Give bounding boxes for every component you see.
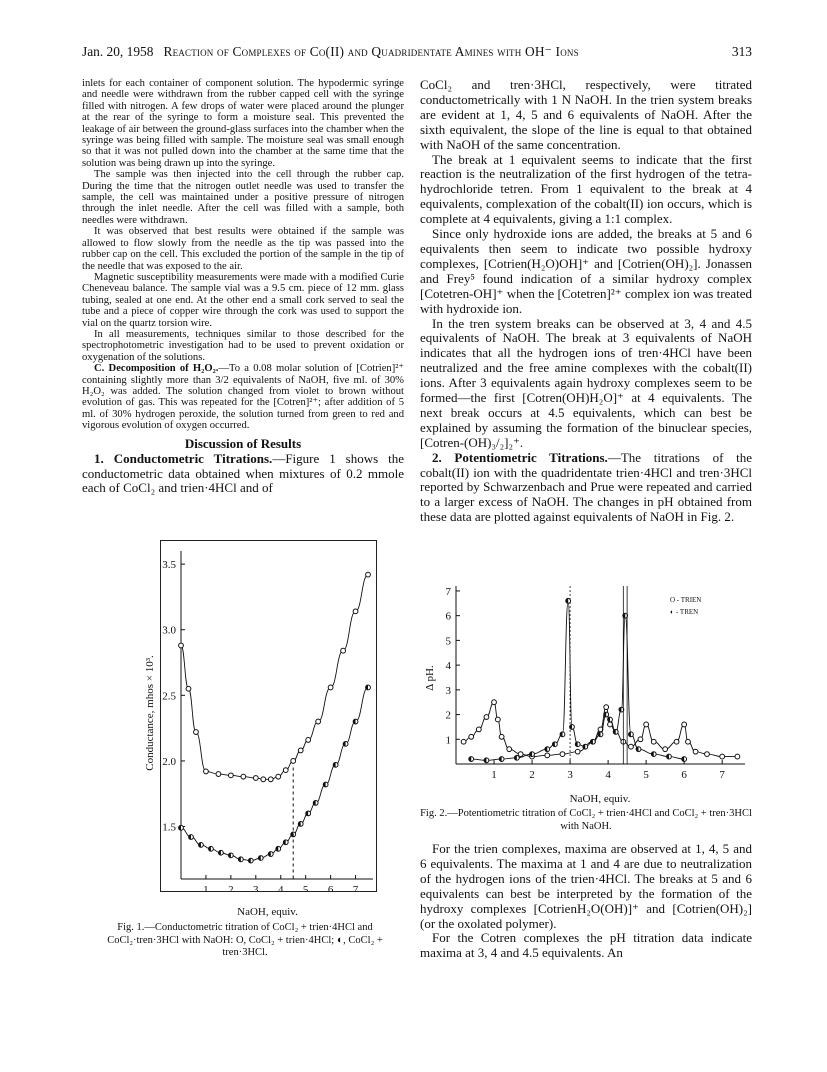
running-header (82, 44, 752, 64)
data-point (461, 739, 466, 744)
y-tick-label: 1.5 (162, 821, 176, 834)
fig2-xlabel: NaOH, equiv. (569, 793, 631, 805)
data-point (735, 754, 740, 759)
section-heading: Discussion of Results (184, 435, 302, 451)
data-point (638, 737, 643, 742)
data-point (495, 717, 500, 722)
data-point (484, 715, 489, 720)
data-point (651, 739, 656, 744)
data-point (674, 739, 679, 744)
paragraph: It was observed that best results were obtained if the sample was allowed to flow slowly from the needle as the tip was passed into the rubber cap on the cell. This excluded the portion of the sample in the tip of the needle that was exposed to the air. (82, 226, 404, 272)
y-tick-label: 2.0 (162, 755, 176, 768)
x-tick-label: 3 (567, 769, 573, 778)
data-point (492, 700, 497, 705)
paragraph (420, 451, 752, 526)
data-point (261, 777, 266, 782)
data-point (476, 727, 481, 732)
paragraph (82, 452, 404, 497)
data-point (644, 722, 649, 727)
paragraph-label: 2. Potentiometric Titrations. (432, 449, 608, 465)
right-column (420, 78, 752, 525)
data-point (663, 747, 668, 752)
data-point (194, 730, 199, 735)
data-point (686, 739, 691, 744)
data-point (328, 685, 333, 690)
data-point (560, 752, 565, 757)
paragraph: The break at 1 equivalent seems to indicate that the first reaction is the neutralization of the first hydrogen of the tetra-hydrochloride tetren. From 1 equivalent to the break at 4 equivalents, complexation of the cobalt(II) ion occurs, which is complete at 4 equivalents, giving a 1:1 complex. (420, 151, 752, 227)
figure-2-caption: Fig. 2.—Potentiometric titration of CoCl₂ + trien·4HCl and CoCl₂ + tren·3HCl with NaOH. (420, 808, 752, 832)
data-point (291, 759, 296, 764)
data-point (720, 754, 725, 759)
paragraph: inlets for each container of component solution. The hypodermic syringe and needle were withdrawn from the rubber capped cell with the syringe filled with nitrogen. A few drops of water were placed around the plunger at the rear of the syringe to form a moisture seal. This prevented the leakage of air between the ground-glass surfaces into the chamber when the syringe was being filled with sample. The moisture seal was small enough so that it was not pulled down into the chamber at the same time that the solution was being drawn up into the syringe. (82, 78, 404, 169)
data-point (298, 748, 303, 753)
y-tick-label: 5 (445, 635, 451, 648)
data-point (179, 643, 184, 648)
x-tick-label: 4 (277, 884, 284, 891)
y-tick-label: 3 (445, 684, 451, 697)
figure-2 (420, 578, 752, 778)
paragraph: For the trien complexes, maxima are observed at 1, 4, 5 and 6 equivalents. The maxima at 1 and 4 are due to neutralization of the hydrogen ions of the trien·4HCl. The breaks at 5 and 6 equivalents can best be interpreted by the formation of the hydroxy complexes [CotrienH₂O(OH)]⁺ and [Cotrien(OH)₂] (or the oxolated polymer). (420, 841, 752, 931)
data-point (186, 686, 191, 691)
figure-1-caption: Fig. 1.—Conductometric titration of CoCl₂ + trien·4HCl and CoCl₂·tren·3HCl with NaOH: O, CoCl₂ + trien·4HCl; ◐, CoCl₂ + tren·3HCl. (107, 922, 383, 958)
data-point (366, 572, 371, 577)
legend-tren: ◐ - TREN (670, 608, 699, 616)
x-tick-label: 1 (491, 769, 497, 778)
left-column (82, 78, 404, 496)
paragraph: Since only hydroxide ions are added, the breaks at 5 and 6 equivalents then seem to indicate two possible hydroxy complexes, [Cotrien(H₂O)OH]⁺ and [Cotrien(OH)₂]. Jonassen and Frey⁵ found indication of a similar hydroxy complex [Cotetren-OH]⁺ when the [Cotetren]²⁺ complex ion was treated with hydroxide ion. (420, 226, 752, 316)
paragraph: In the tren system breaks can be observed at 3, 4 and 4.5 equivalents of NaOH. The break at 3 equivalents of NaOH indicates that all the hydrogen ions of tren·4HCl have been neutralized and the free amine complexes with the cobalt(II) ions. After 3 equivalents again hydroxy complexes seem to be formed—the first [Cotren(OH)H₂O]⁺ at 4 equivalents. The next break occurs at 4.5 equivalents, which can best be explained by assuming the formation of the binuclear species, [Cotren-(OH)₃/₂]₂⁺. (420, 315, 752, 450)
header-title: Reaction of Complexes of Co(II) and Quadridentate Amines with OH⁻ Ions (163, 44, 579, 59)
legend-trien: O - TRIEN (670, 596, 702, 604)
data-point (204, 769, 209, 774)
data-point (705, 752, 710, 757)
x-tick-label: 5 (643, 769, 649, 778)
x-tick-label: 6 (681, 769, 687, 778)
figure-1 (160, 540, 377, 892)
paragraph: In all measurements, techniques similar to those described for the spectrophotometric investigation had to be used to prevent oxidation or oxygenation of the solutions. (82, 328, 404, 363)
x-tick-label: 2 (529, 769, 535, 778)
data-point (682, 722, 687, 727)
data-point (228, 773, 233, 778)
data-point (276, 774, 281, 779)
data-point (575, 749, 580, 754)
y-tick-label: 4 (445, 660, 451, 673)
fig2-ylabel: Δ pH. (424, 665, 436, 691)
paragraph: Magnetic susceptibility measurements were made with a modified Curie Cheneveau balance. The sample vial was a 9.5 cm. piece of 12 mm. glass tubing, sealed at one end. At the other end a small cork served to seal the tube and a piece of copper wire through the cork was used to support the vial on the quartz torsion wire. (82, 271, 404, 329)
x-tick-label: 7 (352, 884, 359, 891)
x-tick-label: 6 (327, 884, 334, 891)
x-tick-label: 1 (203, 884, 209, 891)
data-point (306, 738, 311, 743)
y-tick-label: 2 (445, 709, 451, 722)
series-line-0 (181, 575, 368, 780)
paragraph: For the Cotren complexes the pH titration data indicate maxima at 3, 4 and 4.5 equivalents. An (420, 930, 752, 961)
data-point (693, 749, 698, 754)
data-point (341, 648, 346, 653)
paragraph-label: 1. Conductometric Titrations. (94, 450, 273, 466)
paragraph-label: C. Decomposition of H₂O₂. (94, 363, 219, 375)
series-line-1 (181, 687, 368, 860)
data-point (518, 752, 523, 757)
data-point (469, 734, 474, 739)
paragraph: CoCl₂ and tren·3HCl, respectively, were titrated conductometrically with 1 N NaOH. In the trien system breaks are evident at 1, 4, 5 and 6 equivalents of NaOH. After the sixth equivalent, the slope of the line is equal to that obtained with NaOH of the same concentration. (420, 77, 752, 152)
paragraph-body: —The titrations of the cobalt(II) ion with the quadridentate trien·4HCl and tren·3HCl reported by Schwarzenbach and Prue were repeated and carried to a larger excess of NaOH. The changes in pH obtained from these data are plotted against equivalents of NaOH in Fig. 2. (420, 449, 753, 525)
data-point (253, 776, 258, 781)
y-tick-label: 2.5 (162, 690, 176, 703)
data-point (545, 753, 550, 758)
data-point (316, 719, 321, 724)
y-tick-label: 3.5 (162, 559, 176, 572)
x-tick-label: 2 (228, 884, 234, 891)
paragraph: The sample was then injected into the cell through the rubber cap. During the time that the nitrogen outlet needle was used to transfer the sample, the cell was maintained under a positive pressure of nitrogen through the inlet needle. After the cell was filled with a sample, both needles were withdrawn. (82, 169, 404, 226)
data-point (499, 734, 504, 739)
data-point (604, 705, 609, 710)
header-date: Jan. 20, 1958 (82, 44, 154, 59)
y-tick-label: 7 (445, 585, 451, 598)
paragraph-body: —To a 0.08 molar solution of [Cotrien]²⁺ containing slightly more than 3/2 equivalents of NaOH, five ml. of 30% H₂O₂ was added. The solution changed from violet to brown without evolution of gas. This was repeated for the [Cotren]²⁺; after addition of 5 ml. of 30% hydrogen peroxide, the solution turned from green to red and vigorous evolution of oxygen occurred. (82, 363, 405, 432)
x-tick-label: 7 (719, 769, 725, 778)
data-point (216, 772, 221, 777)
fig1-ylabel: Conductance, mhos × 10³. (144, 655, 156, 771)
figure-1-plot (161, 541, 376, 891)
data-point (629, 744, 634, 749)
header-date-title (82, 44, 579, 60)
data-point (241, 774, 246, 779)
paragraph (82, 363, 404, 431)
page-number: 313 (731, 44, 752, 59)
y-tick-label: 1 (445, 734, 451, 747)
data-point (353, 609, 358, 614)
x-tick-label: 4 (605, 769, 611, 778)
y-tick-label: 3.0 (162, 624, 176, 637)
x-tick-label: 5 (302, 884, 309, 891)
x-tick-label: 3 (253, 884, 259, 891)
data-point (283, 768, 288, 773)
data-point (268, 777, 273, 782)
y-tick-label: 6 (445, 610, 451, 623)
figure-2-plot (420, 578, 752, 778)
data-point (507, 747, 512, 752)
right-column-lower (420, 842, 752, 961)
fig1-xlabel: NaOH, equiv. (237, 906, 298, 918)
paragraph-body: —Figure 1 shows the conductometric data obtained when mixtures of 0.2 mmole each of CoCl₂ and trien·4HCl and of (82, 450, 404, 496)
